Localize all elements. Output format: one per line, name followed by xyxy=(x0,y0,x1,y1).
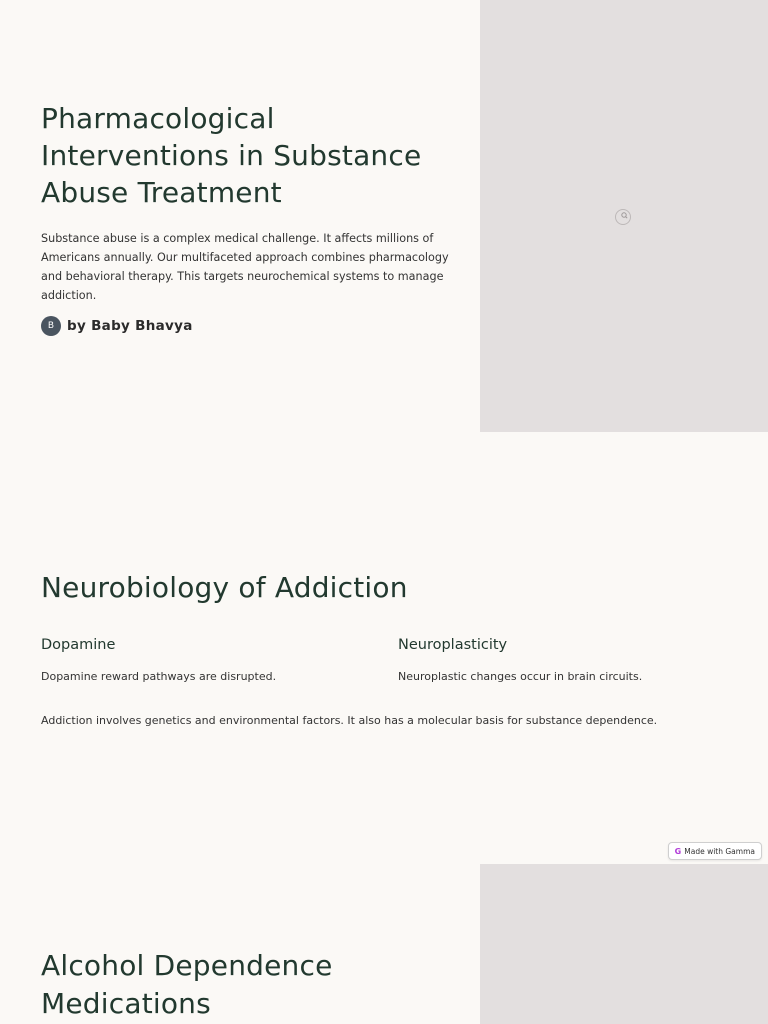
slide-title xyxy=(0,0,768,432)
gamma-logo-icon: G xyxy=(674,846,682,856)
made-with-gamma-badge[interactable] xyxy=(668,842,762,860)
slide-heading: Neurobiology of Addiction xyxy=(41,571,408,604)
column-text: Dopamine reward pathways are disrupted. xyxy=(41,670,277,683)
column-neuroplasticity xyxy=(398,635,718,685)
slide-title-heading: Pharmacological Interventions in Substance Abuse Treatment xyxy=(41,102,422,209)
image-search-icon xyxy=(614,208,632,226)
column-heading: Neuroplasticity xyxy=(398,637,508,653)
image-placeholder[interactable] xyxy=(480,0,768,432)
image-placeholder[interactable] xyxy=(480,864,768,1024)
column-text: Neuroplastic changes occur in brain circuits. xyxy=(398,670,643,683)
badge-label: Made with Gamma xyxy=(684,846,755,856)
slide-heading: Alcohol Dependence Medications xyxy=(41,949,333,1020)
column-heading: Dopamine xyxy=(41,637,116,653)
intro-paragraph: Substance abuse is a complex medical challenge. It affects millions of Americans annually. Our multifaceted approach combines pharmacology and behavioral therapy. This targets neurochemical systems to manage addiction. xyxy=(41,232,449,302)
author-byline xyxy=(41,316,193,336)
slide-neurobiology xyxy=(0,432,768,864)
slide-alcohol xyxy=(0,864,768,1024)
summary-text: Addiction involves genetics and environmental factors. It also has a molecular basis for substance dependence. xyxy=(41,714,658,727)
avatar: B xyxy=(41,316,61,336)
column-dopamine xyxy=(41,635,361,685)
author-name: by Baby Bhavya xyxy=(67,318,193,334)
